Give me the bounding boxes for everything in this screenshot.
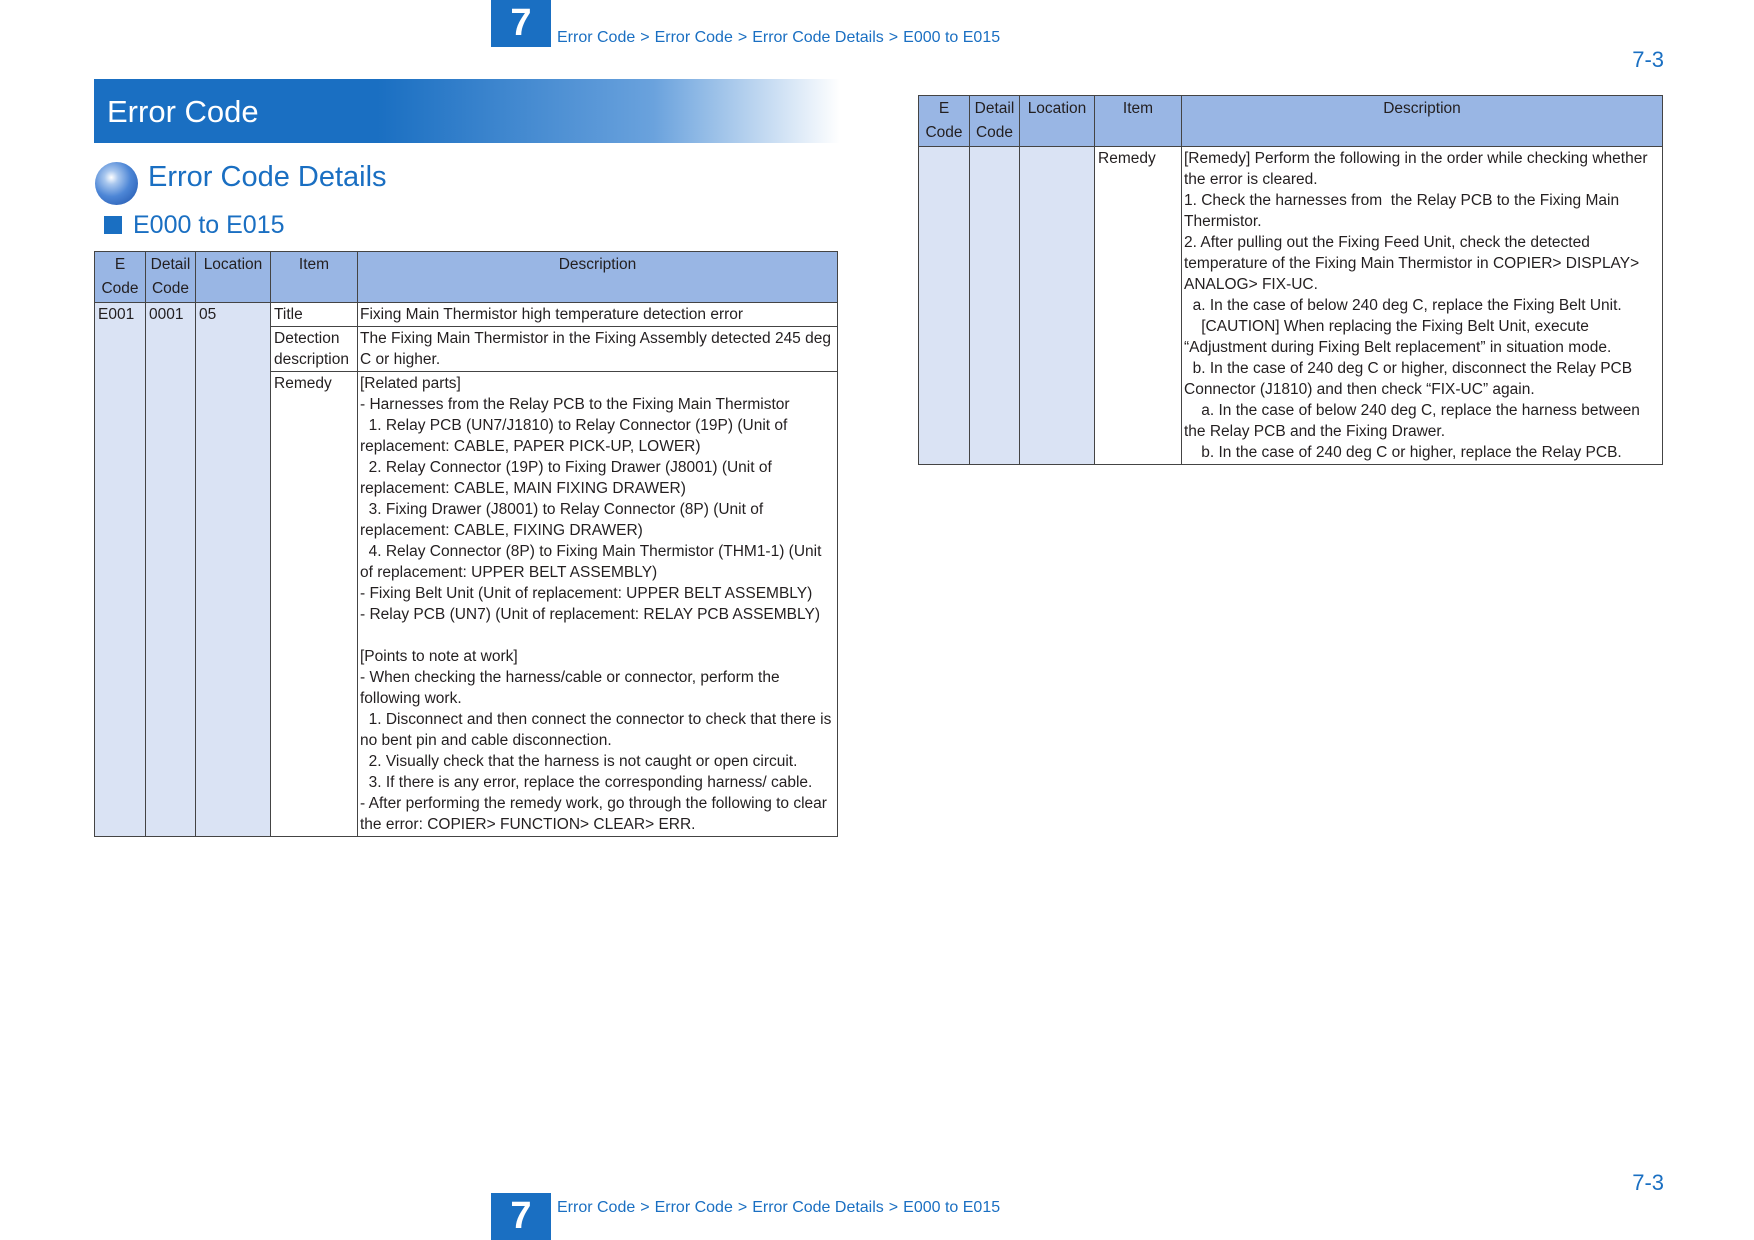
error-code-table-continued xyxy=(918,95,1663,465)
header-description: Description xyxy=(1182,96,1663,147)
footer-chapter-tab: 7 xyxy=(491,1193,551,1240)
cell-description: [Remedy] Perform the following in the order while checking whether the error is cleared. 1. Check the harnesses from the Relay PCB to the Fixing Main Thermistor. 2. After pulling out the Fixing Feed Unit, check the detected temperature of the Fixing Main Thermistor in COPIER> DISPLAY> ANALOG> FIX-UC. a. In the case of below 240 deg C, replace the Fixing Belt Unit. [CAUTION] When replacing the Fixing Belt Unit, execute “Adjustment during Fixing Belt replacement” in situation mode. b. In the case of 240 deg C or higher, disconnect the Relay PCB Connector (J1810) and then check “FIX-UC” again. a. In the case of below 240 deg C, replace the harness between the Relay PCB and the Fixing Drawer. b. In the case of 240 deg C or higher, replace the Relay PCB. xyxy=(1182,147,1663,465)
cell-e-code: E001 xyxy=(95,303,146,837)
footer-page-number: 7-3 xyxy=(1632,1170,1664,1195)
cell-description: Fixing Main Thermistor high temperature detection error xyxy=(358,303,838,327)
footer-breadcrumb xyxy=(557,1199,1000,1217)
header-location: Location xyxy=(196,252,271,303)
breadcrumb-separator: > xyxy=(640,29,650,46)
header-item: Item xyxy=(1095,96,1182,147)
cell-location: 05 xyxy=(196,303,271,837)
cell-item: Detection description xyxy=(271,327,358,372)
cell-item: Title xyxy=(271,303,358,327)
cell-e-code xyxy=(919,147,970,465)
subsection-title: E000 to E015 xyxy=(133,211,285,239)
breadcrumb-link[interactable]: Error Code xyxy=(557,1199,636,1216)
error-code-table xyxy=(94,251,838,837)
breadcrumb-link[interactable]: Error Code xyxy=(654,29,733,46)
breadcrumb-separator: > xyxy=(888,1199,899,1216)
cell-detail-code: 0001 xyxy=(146,303,196,837)
header-item: Item xyxy=(271,252,358,303)
table-row xyxy=(95,303,838,327)
header-location: Location xyxy=(1020,96,1095,147)
cell-item: Remedy xyxy=(1095,147,1182,465)
header-e-code: E Code xyxy=(919,96,970,147)
breadcrumb-separator: > xyxy=(737,1199,748,1216)
cell-description: [Related parts] - Harnesses from the Relay PCB to the Fixing Main Thermistor 1. Relay PCB (UN7/J1810) to Relay Connector (19P) (Unit of replacement: CABLE, PAPER PICK-UP, LOWER) 2. Relay Connector (19P) to Fixing Drawer (J8001) (Unit of replacement: CABLE, MAIN FIXING DRAWER) 3. Fixing Drawer (J8001) to Relay Connector (8P) (Unit of replacement: CABLE, FIXING DRAWER) 4. Relay Connector (8P) to Fixing Main Thermistor (THM1-1) (Unit of replacement: UPPER BELT ASSEMBLY) - Fixing Belt Unit (Unit of replacement: UPPER BELT ASSEMBLY) - Relay PCB (UN7) (Unit of replacement: RELAY PCB ASSEMBLY) [Points to note at work] - When checking the harness/cable or connector, perform the following work. 1. Disconnect and then connect the connector to check that there is no bent pin and cable disconnection. 2. Visually check that the harness is not caught or open circuit. 3. If there is any error, replace the corresponding harness/ cable. - After performing the remedy work, go through the following to clear the error: COPIER> FUNCTION> CLEAR> ERR. xyxy=(358,372,838,837)
cell-description: The Fixing Main Thermistor in the Fixing Assembly detected 245 deg C or higher. xyxy=(358,327,838,372)
chapter-title: Error Code xyxy=(107,94,259,129)
header-detail-code: Detail Code xyxy=(146,252,196,303)
breadcrumb-link[interactable]: E000 to E015 xyxy=(903,29,1001,46)
header-detail-code: Detail Code xyxy=(970,96,1020,147)
breadcrumb-separator: > xyxy=(640,1199,650,1216)
table-row xyxy=(919,147,1663,465)
header-description: Description xyxy=(358,252,838,303)
table-header-row xyxy=(95,252,838,303)
table-header-row xyxy=(919,96,1663,147)
breadcrumb-link[interactable]: Error Code xyxy=(557,29,636,46)
breadcrumb-separator: > xyxy=(737,29,748,46)
breadcrumb-link[interactable]: Error Code Details xyxy=(752,1199,884,1216)
section-bullet-icon xyxy=(95,162,138,205)
breadcrumb xyxy=(557,29,1000,47)
chapter-title-bar xyxy=(94,79,840,143)
chapter-tab: 7 xyxy=(491,0,551,47)
page-number: 7-3 xyxy=(1632,47,1664,72)
cell-location xyxy=(1020,147,1095,465)
section-title: Error Code Details xyxy=(148,161,387,193)
breadcrumb-link[interactable]: Error Code xyxy=(654,1199,733,1216)
cell-item: Remedy xyxy=(271,372,358,837)
cell-detail-code xyxy=(970,147,1020,465)
square-bullet-icon xyxy=(104,216,122,234)
breadcrumb-link[interactable]: E000 to E015 xyxy=(903,1199,1001,1216)
header-e-code: E Code xyxy=(95,252,146,303)
breadcrumb-link[interactable]: Error Code Details xyxy=(752,29,884,46)
breadcrumb-separator: > xyxy=(888,29,899,46)
